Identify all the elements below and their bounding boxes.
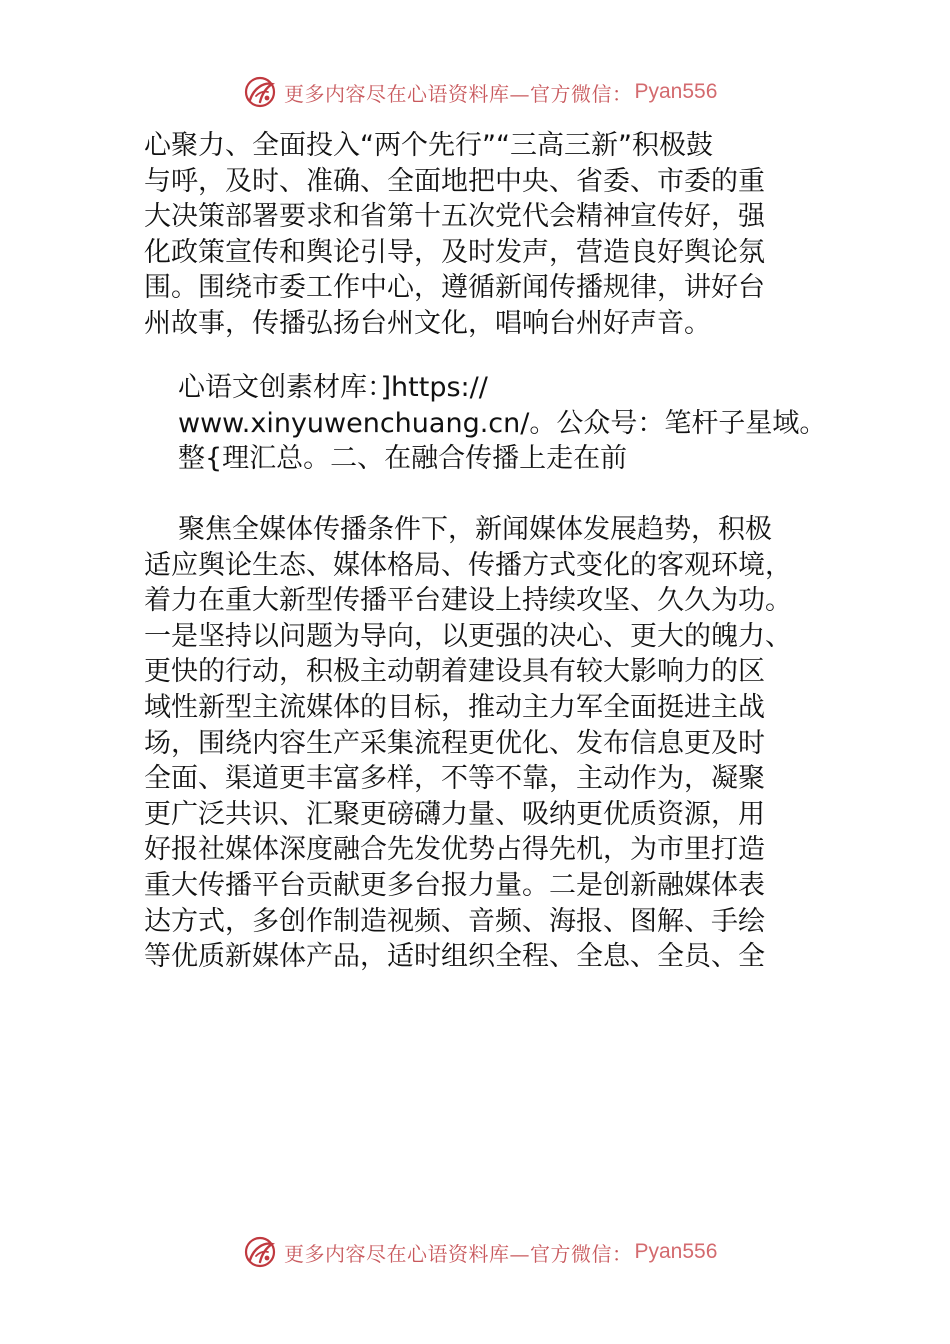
text-line: 全面、渠道更丰富多样，不等不靠，主动作为，凝聚	[144, 763, 765, 795]
paragraph-1	[144, 128, 765, 342]
text-line: 着力在重大新型传播平台建设上持续攻坚、久久为功。	[144, 585, 792, 617]
text-line: 更快的行动，积极主动朝着建设具有较大影响力的区	[144, 656, 765, 688]
text-line: 围。围绕市委工作中心，遵循新闻传播规律，讲好台	[144, 272, 765, 304]
brand-logo-icon	[242, 1234, 278, 1270]
text-line: 适应舆论生态、媒体格局、传播方式变化的客观环境，	[144, 549, 792, 581]
text-line: 场，围绕内容生产采集流程更优化、发布信息更及时	[144, 727, 765, 759]
paragraph-3	[144, 512, 792, 975]
text-line: 州故事，传播弘扬台州文化，唱响台州好声音。	[144, 307, 711, 339]
text-line: www.xinyuwenchuang.cn/。公众号：笔杆子星域。	[178, 407, 827, 439]
text-line: 达方式，多创作制造视频、音频、海报、图解、手绘	[144, 905, 765, 937]
header-banner	[242, 72, 717, 112]
text-line: 心聚力、全面投入“两个先行”“三高三新”积极鼓	[144, 130, 713, 161]
footer-banner-text: 更多内容尽在心语资料库—官方微信：	[284, 1241, 633, 1266]
text-line: 大决策部署要求和省第十五次党代会精神宣传好，强	[144, 201, 765, 233]
brand-logo-icon	[242, 74, 278, 110]
footer-wechat-id: Pyan556	[634, 1240, 718, 1263]
header-banner-text: 更多内容尽在心语资料库—官方微信：	[284, 81, 633, 106]
section-heading-line: 整{理汇总。二、在融合传播上走在前	[178, 443, 628, 475]
paragraph-2	[178, 370, 826, 477]
text-line: 一是坚持以问题为导向，以更强的决心、更大的魄力、	[144, 620, 792, 652]
text-line: 化政策宣传和舆论引导，及时发声，营造良好舆论氛	[144, 236, 765, 268]
text-line: 等优质新媒体产品，适时组织全程、全息、全员、全	[144, 941, 765, 973]
header-wechat-id: Pyan556	[634, 80, 718, 103]
text-line: 心语文创素材库：]https://	[178, 372, 488, 403]
text-line: 与呼，及时、准确、全面地把中央、省委、市委的重	[144, 165, 765, 197]
text-line: 重大传播平台贡献更多台报力量。二是创新融媒体表	[144, 869, 765, 901]
footer-banner	[242, 1232, 717, 1272]
text-line: 聚焦全媒体传播条件下，新闻媒体发展趋势，积极	[178, 514, 772, 545]
text-line: 更广泛共识、汇聚更磅礴力量、吸纳更优质资源，用	[144, 798, 765, 830]
text-line: 域性新型主流媒体的目标，推动主力军全面挺进主战	[144, 691, 765, 723]
text-line: 好报社媒体深度融合先发优势占得先机，为市里打造	[144, 834, 765, 866]
